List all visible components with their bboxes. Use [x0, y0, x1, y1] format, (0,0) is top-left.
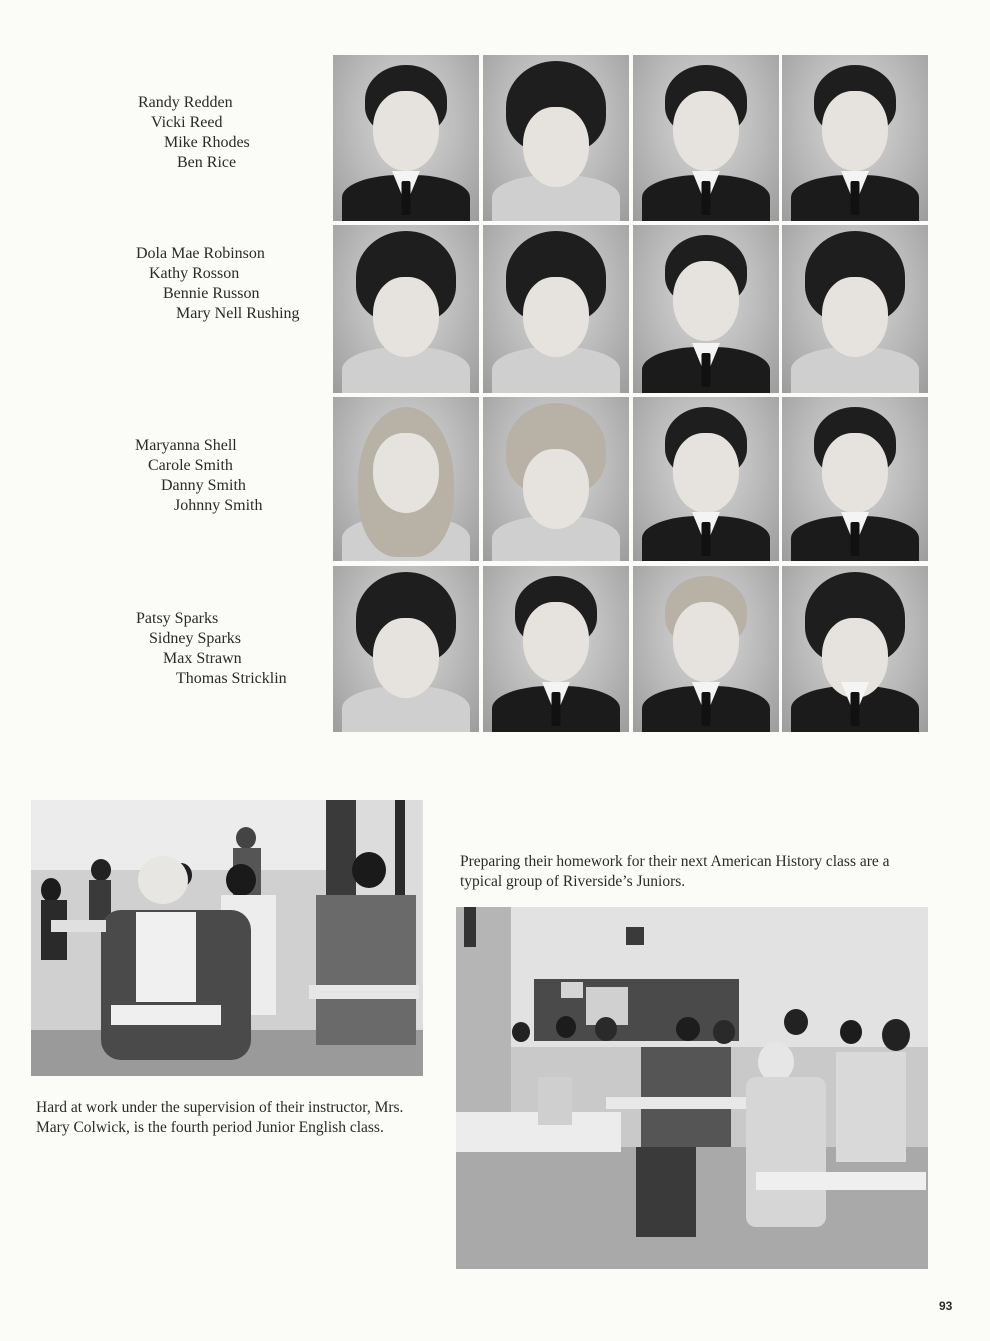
- student-name: Patsy Sparks: [136, 610, 219, 627]
- student-name: Maryanna Shell: [135, 437, 237, 454]
- portrait-face: [822, 277, 888, 357]
- portrait-face: [673, 261, 739, 341]
- student-portrait: [633, 397, 779, 561]
- history-class-caption: Preparing their homework for their next American History class are a typical group of Riverside’s Juniors.: [460, 853, 890, 890]
- history-class-photo: [456, 907, 928, 1269]
- portrait-face: [673, 91, 739, 171]
- portrait-face: [673, 602, 739, 682]
- portrait-tie: [702, 181, 711, 215]
- portrait-face: [822, 91, 888, 171]
- student-name: Randy Redden: [138, 94, 233, 111]
- student-portrait: [333, 225, 479, 393]
- portrait-face: [523, 107, 589, 187]
- portrait-face: [373, 433, 439, 513]
- student-name: Kathy Rosson: [149, 265, 240, 282]
- student-name: Mary Nell Rushing: [176, 305, 300, 322]
- student-portrait: [633, 566, 779, 732]
- student-name: Bennie Russon: [163, 285, 260, 302]
- student-portrait: [483, 225, 629, 393]
- student-portrait: [633, 55, 779, 221]
- portrait-face: [373, 618, 439, 698]
- student-portrait: [782, 566, 928, 732]
- student-portrait: [782, 55, 928, 221]
- student-portrait: [333, 397, 479, 561]
- student-portrait: [483, 397, 629, 561]
- portrait-tie: [402, 181, 411, 215]
- portrait-tie: [851, 181, 860, 215]
- student-name: Ben Rice: [177, 154, 237, 171]
- portrait-tie: [851, 692, 860, 726]
- student-name: Thomas Stricklin: [176, 670, 287, 687]
- portrait-face: [822, 433, 888, 513]
- english-class-image: [31, 800, 423, 1076]
- student-portrait: [633, 225, 779, 393]
- portrait-face: [373, 277, 439, 357]
- english-class-photo: [31, 800, 423, 1076]
- student-name: Dola Mae Robinson: [136, 245, 265, 262]
- portrait-tie: [702, 353, 711, 387]
- student-name: Max Strawn: [163, 650, 242, 667]
- student-name: Carole Smith: [148, 457, 233, 474]
- portrait-tie: [851, 522, 860, 556]
- student-name: Johnny Smith: [174, 497, 263, 514]
- student-portrait: [782, 225, 928, 393]
- student-portrait: [782, 397, 928, 561]
- english-class-caption: Hard at work under the supervision of their instructor, Mrs. Mary Colwick, is the fourth period Junior English class.: [36, 1099, 404, 1136]
- page-number: 93: [939, 1299, 953, 1313]
- student-portrait: [333, 55, 479, 221]
- portrait-face: [523, 602, 589, 682]
- portrait-tie: [702, 692, 711, 726]
- portrait-face: [523, 449, 589, 529]
- portrait-face: [373, 91, 439, 171]
- student-portrait: [483, 55, 629, 221]
- student-name: Vicki Reed: [151, 114, 223, 131]
- student-portrait: [483, 566, 629, 732]
- portrait-tie: [702, 522, 711, 556]
- student-name: Sidney Sparks: [149, 630, 241, 647]
- student-name: Mike Rhodes: [164, 134, 250, 151]
- student-name: Danny Smith: [161, 477, 246, 494]
- history-class-image: [456, 907, 928, 1269]
- portrait-face: [523, 277, 589, 357]
- portrait-tie: [552, 692, 561, 726]
- portrait-face: [673, 433, 739, 513]
- student-portrait: [333, 566, 479, 732]
